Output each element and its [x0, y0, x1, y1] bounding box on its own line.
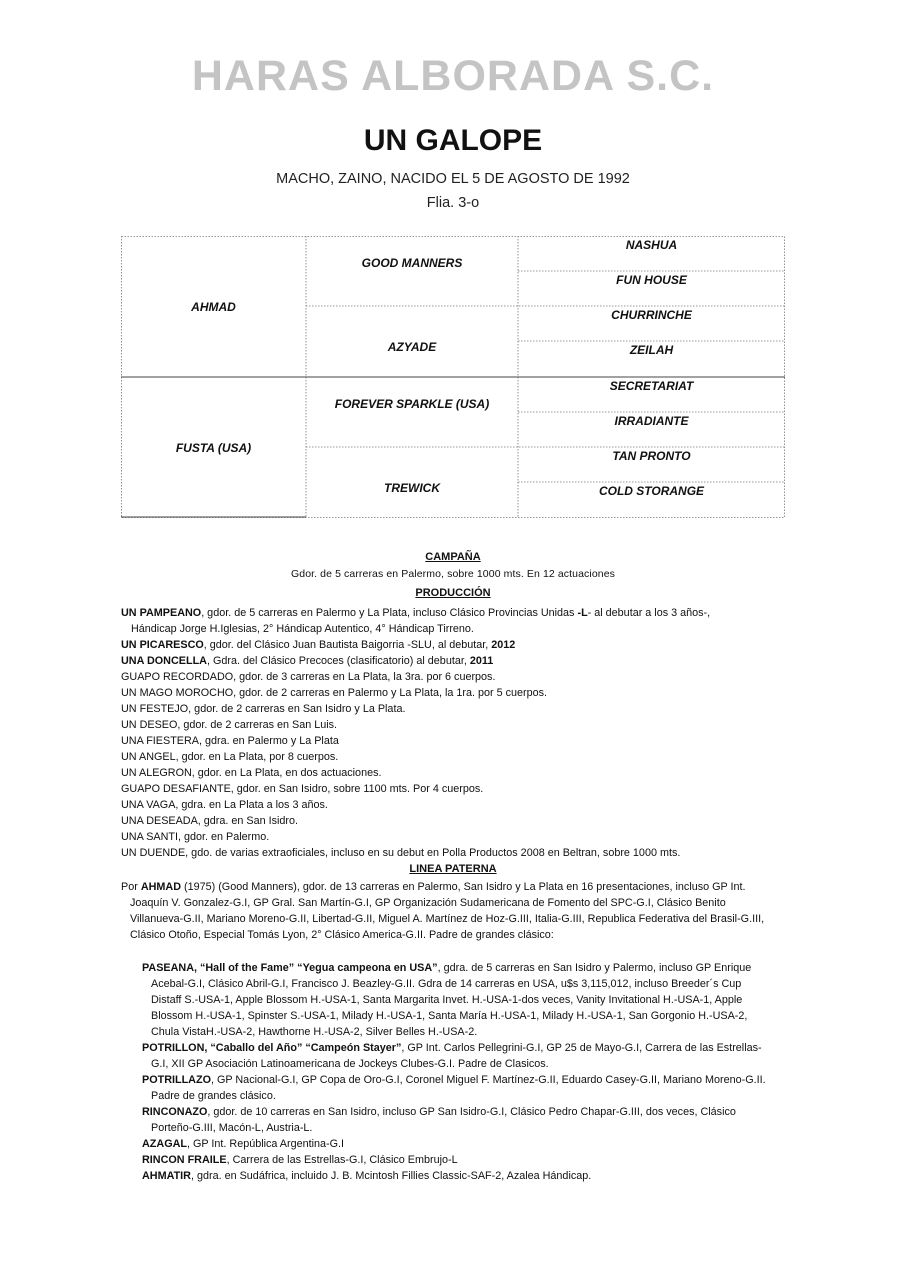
- campana-text: Gdor. de 5 carreras en Palermo, sobre 1000 mts. En 12 actuaciones: [290, 568, 615, 580]
- list-item: UN PICARESCO, gdor. del Clásico Juan Bautista Baigorria -SLU, al debutar, 2012: [121, 639, 516, 651]
- list-item: UN DESEO, gdor. de 2 carreras en San Luis.: [121, 719, 338, 731]
- list-item-continuation: Hándicap Jorge H.Iglesias, 2° Hándicap Autentico, 4° Hándicap Tirreno.: [131, 623, 474, 635]
- gen2-1: GOOD MANNERS: [361, 256, 463, 270]
- produccion-title: PRODUCCIÓN: [415, 587, 491, 599]
- campana-title: CAMPAÑA: [425, 551, 481, 563]
- list-item: UN DUENDE, gdo. de varias extraoficiales, incluso en su debut en Polla Productos 2008 en Beltran, sobre 1000 mts.: [121, 847, 681, 859]
- horse-name: UN GALOPE: [363, 124, 543, 157]
- gen3-7: TAN PRONTO: [612, 449, 691, 463]
- gen3-2: FUN HOUSE: [616, 273, 687, 287]
- list-item: UNA DONCELLA, Gdra. del Clásico Precoces (clasificatorio) al debutar, 2011: [121, 655, 494, 667]
- list-item: UN PAMPEANO, gdor. de 5 carreras en Palermo y La Plata, incluso Clásico Provincias Unidas -L- al debutar a los 3 años-,: [121, 607, 711, 619]
- gen3-8: COLD STORANGE: [598, 484, 705, 498]
- list-item: GUAPO DESAFIANTE, gdor. en San Isidro, sobre 1100 mts. Por 4 cuerpos.: [121, 783, 484, 795]
- horse-family: Flia. 3-o: [426, 195, 480, 211]
- list-item: UNA SANTI, gdor. en Palermo.: [121, 831, 270, 843]
- list-item: RINCONAZO, gdor. de 10 carreras en San Isidro, incluso GP San Isidro-G.I, Clásico Pedro Chapar-G.III, dos veces, Clásico Porteño-G.III, Macón-L, Austria-L.: [142, 1106, 736, 1134]
- gen2-4: TREWICK: [384, 481, 440, 495]
- list-item: AHMATIR, gdra. en Sudáfrica, incluido J. B. Mcintosh Fillies Classic-SAF-2, Azalea Hándicap.: [142, 1170, 592, 1182]
- list-item: UNA FIESTERA, gdra. en Palermo y La Plata: [121, 735, 339, 747]
- list-item: UN ANGEL, gdor. en La Plata, por 8 cuerpos.: [121, 751, 339, 763]
- list-item: UN FESTEJO, gdor. de 2 carreras en San Isidro y La Plata.: [121, 703, 406, 715]
- linea-children: [142, 960, 772, 1184]
- list-item: POTRILLAZO, GP Nacional-G.I, GP Copa de Oro-G.I, Coronel Miguel F. Martínez-G.II, Eduardo Casey-G.II, Mariano Moreno-G.II. Padre de grandes clásico.: [142, 1074, 766, 1102]
- list-item: UN ALEGRON, gdor. en La Plata, en dos actuaciones.: [121, 767, 382, 779]
- list-item: UN MAGO MOROCHO, gdor. de 2 carreras en Palermo y La Plata, la 1ra. por 5 cuerpos.: [121, 687, 548, 699]
- list-item: UNA DESEADA, gdra. en San Isidro.: [121, 815, 299, 827]
- list-item: GUAPO RECORDADO, gdor. de 3 carreras en La Plata, la 3ra. por 6 cuerpos.: [121, 671, 496, 683]
- haras-title: HARAS ALBORADA S.C.: [191, 52, 715, 100]
- list-item: POTRILLON, “Caballo del Año” “Campeón Stayer”, GP Int. Carlos Pellegrini-G.I, GP 25 de Mayo-G.I, Carrera de las Estrellas-G.I, XII GP Asociación Latinoamericana de Jockeys Clubes-G.I. Padre de Clasicos.: [142, 1042, 762, 1070]
- list-item: PASEANA, “Hall of the Fame” “Yegua campeona en USA”, gdra. de 5 carreras en San Isidro y Palermo, incluso GP Enrique Acebal-G.I, Clásico Abril-G.I, Francisco J. Beazley-G.II. Gdra de 14 carreras en USA, u$s 3,115,012, incluso Breeder´s Cup Distaff S.-USA-1, Apple Blossom H.-USA-1, Santa Margarita Invet. H.-USA-1-dos veces, Vanity Invitational H.-USA-1, Apple Blossom H.-USA-1, Spinster S.-USA-1, Milady H.-USA-1, Santa María H.-USA-1, Milady H.-USA-1, San Gorgonio H.-USA-2, Chula VistaH.-USA-2, Hawthorne H.-USA-2, Silver Belles H.-USA-2.: [142, 962, 752, 1038]
- gen2-3: FOREVER SPARKLE (USA): [334, 397, 490, 411]
- list-item: RINCON FRAILE, Carrera de las Estrellas-G.I, Clásico Embrujo-L: [142, 1154, 458, 1166]
- gen3-4: ZEILAH: [629, 343, 674, 357]
- list-item: UNA VAGA, gdra. en La Plata a los 3 años.: [121, 799, 328, 811]
- dam: FUSTA (USA): [175, 440, 252, 455]
- horse-description: MACHO, ZAINO, NACIDO EL 5 DE AGOSTO DE 1992: [276, 171, 630, 187]
- linea-intro: Por AHMAD (1975) (Good Manners), gdor. de 13 carreras en Palermo, San Isidro y La Plata en 16 presentaciones, incluso GP Int. Joaquín V. Gonzalez-G.I, GP Gral. San Martín-G.I, GP Organización Sudamericana de Fomento del SPC-G.I, Clásico Benito Villanueva-G.II, Mariano Moreno-G.II, Libertad-G.II, Miguel A. Martínez de Hoz-G.III, Italia-G.III, Republica Federativa del Brasil-G.III, Clásico Otoño, Especial Tomás Lyon, 2° Clásico America-G.II. Padre de grandes clásico:: [121, 881, 765, 941]
- gen3-1: NASHUA: [625, 238, 678, 252]
- list-item: AZAGAL, GP Int. República Argentina-G.I: [142, 1138, 345, 1150]
- produccion-list: [121, 605, 771, 861]
- linea-title: LINEA PATERNA: [409, 863, 497, 875]
- gen3-3: CHURRINCHE: [611, 308, 692, 322]
- gen3-5: SECRETARIAT: [609, 379, 694, 393]
- gen2-2: AZYADE: [387, 340, 437, 354]
- gen3-6: IRRADIANTE: [614, 414, 689, 428]
- pedigree-table: [121, 236, 785, 518]
- sire: AHMAD: [191, 299, 236, 314]
